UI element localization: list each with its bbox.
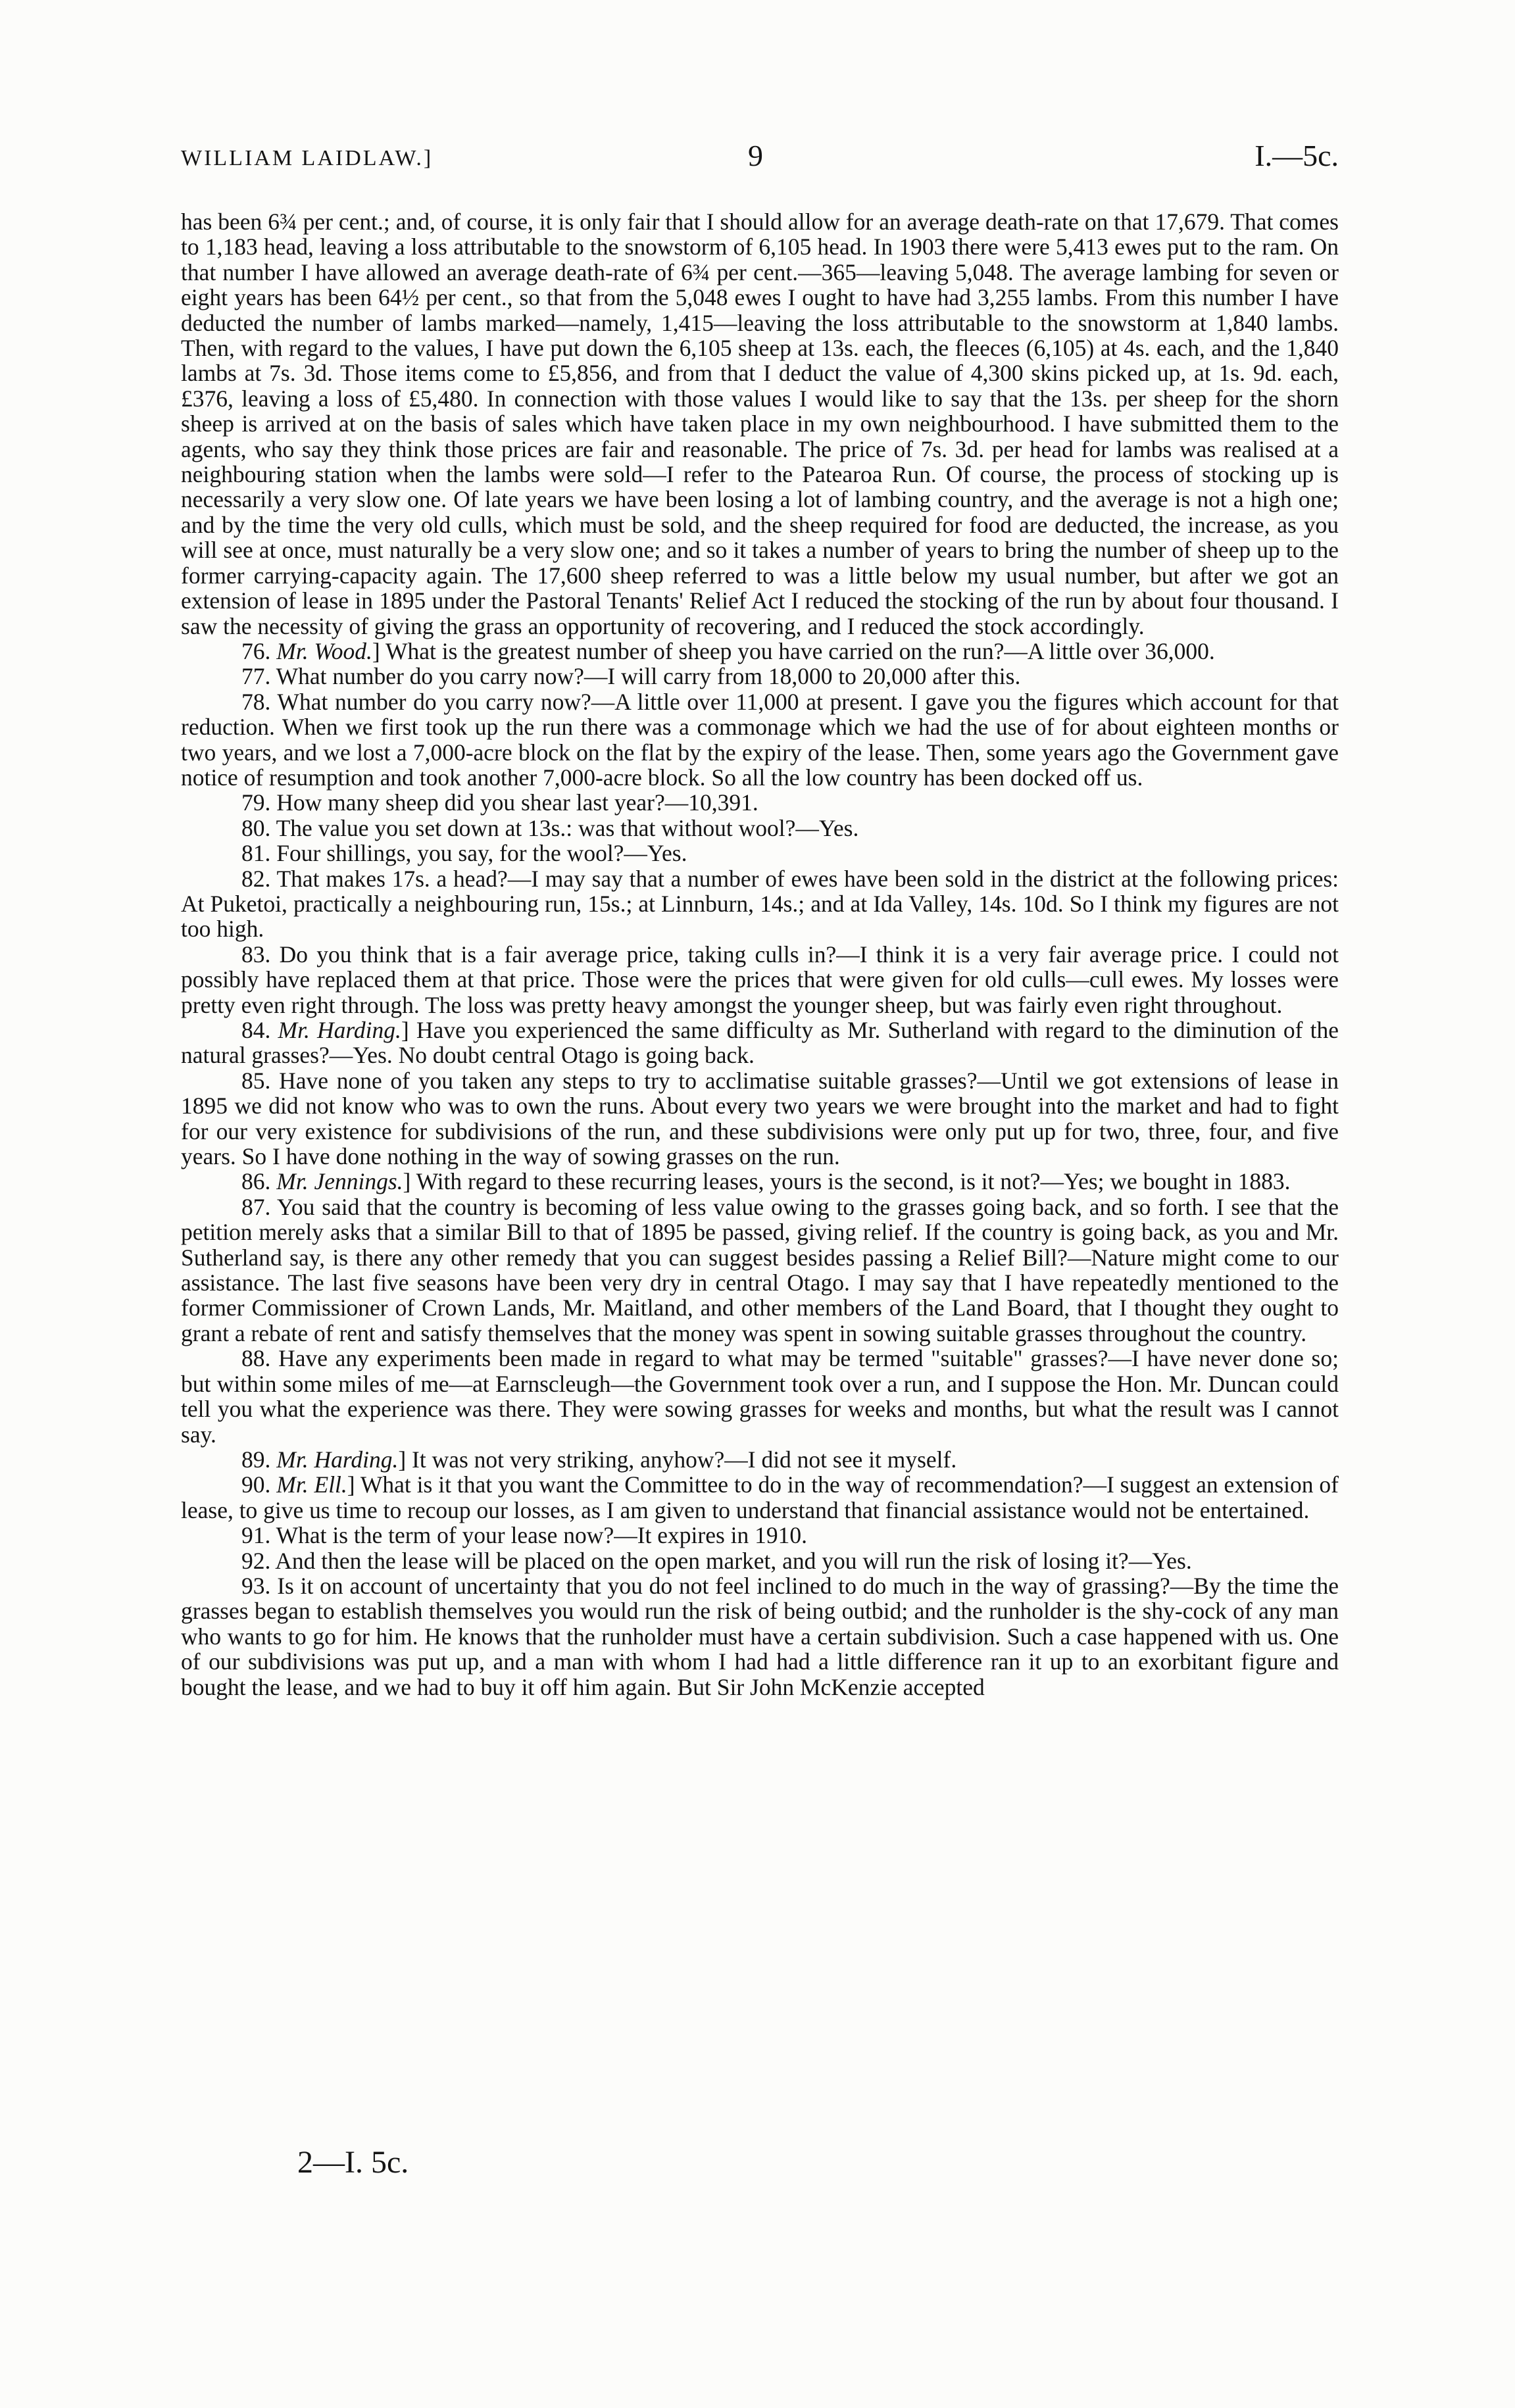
paragraph-text: 78. What number do you carry now?—A little over 11,000 at present. I gave you the figures which account for that reduction. When we first took up the run there was a commonage which we had the use of for about eighteen months or two years, and we lost a 7,000-acre block on the flat by the expiry of the lease. Then, some years ago the Government gave notice of resumption and took another 7,000-acre block. So all the low country has been docked off us.	[181, 688, 1339, 791]
paragraph-text: With regard to these recurring leases, yours is the second, is it not?—Yes; we bought in 1883.	[410, 1168, 1291, 1195]
page-header	[181, 138, 1339, 184]
paragraph-text: 77. What number do you carry now?—I will carry from 18,000 to 20,000 after this.	[241, 663, 1021, 690]
question-speaker: 76. Mr. Wood.]	[241, 637, 380, 664]
paragraph-text: has been 6¾ per cent.; and, of course, it is only fair that I should allow for an average death-rate on that 17,679. That comes to 1,183 head, leaving a loss attributable to the snowstorm of 6,105 head. In 1903 there were 5,413 ewes put to the ram. On that number I have allowed an average death-rate of 6¾ per cent.—365—leaving 5,048. The average lambing for seven or eight years has been 64½ per cent., so that from the 5,048 ewes I ought to have had 3,255 lambs. From this number I have deducted the number of lambs marked—namely, 1,415—leaving the loss attributable to the snowstorm at 1,840 lambs. Then, with regard to the values, I have put down the 6,105 sheep at 13s. each, the fleeces (6,105) at 4s. each, and the 1,840 lambs at 7s. 3d. Those items come to £5,856, and from that I deduct the value of 4,300 skins picked up, at 1s. 9d. each, £376, leaving a loss of £5,480. In connection with those values I would like to say that the 13s. per sheep for the shorn sheep is arrived at on the basis of sales which have taken place in my own neighbourhood. I have submitted them to the agents, who say they think those prices are fair and reasonable. The price of 7s. 3d. per head for lambs was realised at a neighbouring station when the lambs were sold—I refer to the Patearoa Run. Of course, the process of stocking up is necessarily a very slow one. Of late years we have been losing a lot of lambing country, and the average is not a high one; and by the time the very old culls, which must be sold, and the sheep required for food are deducted, the increase, as you will see at once, must naturally be a very slow one; and so it takes a number of years to bring the number of sheep up to the former carrying-capacity again. The 17,600 sheep referred to was a little below my usual number, but after we got an extension of lease in 1895 under the Pastoral Tenants' Relief Act I reduced the stocking of the run by about four thousand. I saw the necessity of giving the grass an opportunity of recovering, and I reduced the stock accordingly.	[181, 209, 1339, 639]
paragraph-text: 85. Have none of you taken any steps to try to acclimatise suitable grasses?—Until we got extensions of lease in 1895 we did not know who was to own the runs. About every two years we were brought into the market and had to fight for our very existence for subdivisions of the run, and these subdivisions were only put up for two, three, four, and five years. So I have done nothing in the way of sowing grasses on the run.	[181, 1067, 1339, 1170]
paragraph	[181, 689, 1339, 791]
paragraph-text: It was not very striking, anyhow?—I did not see it myself.	[406, 1446, 957, 1473]
paragraph	[181, 942, 1339, 1018]
paragraph	[181, 1472, 1339, 1523]
paragraph-text: 88. Have any experiments been made in regard to what may be termed "suitable" grasses?—I have never done so; but within some miles of me—at Earnscleugh—the Government took over a run, and I suppose the Hon. Mr. Duncan could tell you what the experience was there. They were sowing grasses for weeks and months, but what the result was I cannot say.	[181, 1345, 1339, 1448]
page-number: 9	[748, 139, 763, 172]
paragraph	[181, 664, 1339, 689]
paragraph-text: 80. The value you set down at 13s.: was that without wool?—Yes.	[241, 814, 859, 841]
paragraph	[181, 1068, 1339, 1169]
paragraph-text: 87. You said that the country is becoming of less value owing to the grasses going back, and so forth. I see that the petition merely asks that a similar Bill to that of 1895 be passed, giving relief. If the country is going back, as you and Mr. Sutherland say, is there any other remedy that you can suggest besides passing a Relief Bill?—Nature might come to our assistance. The last five seasons have been very dry in central Otago. I may say that I have repeatedly mentioned to the former Commissioner of Crown Lands, Mr. Maitland, and other members of the Land Board, that I thought they ought to grant a rebate of rent and satisfy themselves that the money was spent in sowing suitable grasses throughout the country.	[181, 1193, 1339, 1346]
question-speaker: 84. Mr. Harding.]	[241, 1017, 409, 1043]
paragraph-text: What is the greatest number of sheep you have carried on the run?—A little over 36,000.	[380, 637, 1215, 664]
paragraph	[181, 209, 1339, 639]
paragraph-text: 82. That makes 17s. a head?—I may say that a number of ewes have been sold in the district at the following prices: At Puketoi, practically a neighbouring run, 15s.; at Linnburn, 14s.; and at Ida Valley, 14s. 10d. So I think my figures are not too high.	[181, 865, 1339, 943]
paragraph-text: 93. Is it on account of uncertainty that you do not feel inclined to do much in the way of grassing?—By the time the grasses began to establish themselves you would run the risk of being outbid; and the runholder is the shy-cock of any man who wants to go for him. He knows that the runholder must have a certain subdivision. Such a case happened with us. One of our subdivisions was put up, and a man with whom I had had a little difference ran it up to an exorbitant figure and bought the lease, and we had to buy it off him again. But Sir John McKenzie accepted	[181, 1572, 1339, 1700]
paragraph	[181, 1194, 1339, 1346]
question-speaker: 90. Mr. Ell.]	[241, 1471, 355, 1498]
paragraph	[181, 1169, 1339, 1194]
paragraph	[181, 790, 1339, 815]
paragraph	[181, 1573, 1339, 1700]
paragraph	[181, 1523, 1339, 1548]
paragraph	[181, 1548, 1339, 1573]
paragraph	[181, 1018, 1339, 1068]
paragraph-text: 81. Four shillings, you say, for the wool?—Yes.	[241, 840, 687, 867]
paragraph-text: 91. What is the term of your lease now?—It expires in 1910.	[241, 1522, 808, 1549]
paragraph-text: 92. And then the lease will be placed on the open market, and you will run the risk of losing it?—Yes.	[241, 1547, 1192, 1574]
question-speaker: 89. Mr. Harding.]	[241, 1446, 407, 1473]
paragraph	[181, 639, 1339, 664]
printer-signature: 2—I. 5c.	[297, 2145, 409, 2180]
evidence-text	[181, 209, 1339, 1700]
paragraph	[181, 1346, 1339, 1447]
paper-reference: I.—5c.	[1254, 139, 1339, 172]
paragraph-text: Have you experienced the same difficulty as Mr. Sutherland with regard to the diminution of the natural grasses?—Yes. No doubt central Otago is going back.	[181, 1017, 1339, 1069]
paragraph-text: What is it that you want the Committee to do in the way of recommendation?—I suggest an extension of lease, to give us time to recoup our losses, as I am given to understand that financial assistance would not be entertained.	[181, 1471, 1339, 1523]
running-head-witness: WILLIAM LAIDLAW.]	[181, 146, 434, 170]
paragraph	[181, 866, 1339, 942]
paragraph	[181, 841, 1339, 866]
paragraph-text: 83. Do you think that is a fair average price, taking culls in?—I think it is a very fair average price. I could not possibly have replaced them at that price. Those were the prices that were given for old culls—cull ewes. My losses were pretty even right through. The loss was pretty heavy amongst the younger sheep, but was fairly even right throughout.	[181, 941, 1339, 1018]
paragraph	[181, 816, 1339, 841]
paragraph-text: 79. How many sheep did you shear last year?—10,391.	[241, 789, 758, 816]
paragraph	[181, 1447, 1339, 1472]
question-speaker: 86. Mr. Jennings.]	[241, 1168, 411, 1195]
